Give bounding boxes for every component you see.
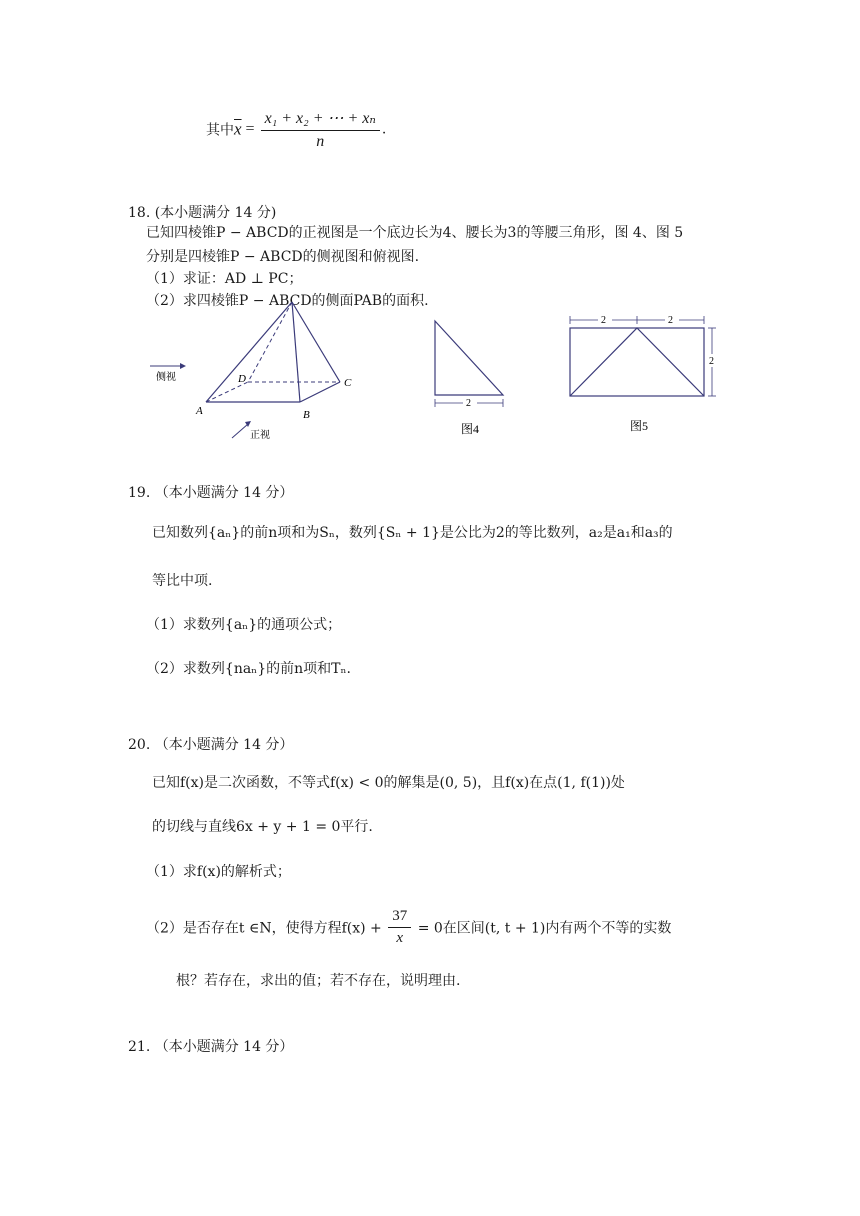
pyramid-edge-bc bbox=[300, 382, 340, 402]
q20-frac-den: x bbox=[396, 930, 404, 946]
figure-4 bbox=[425, 315, 515, 440]
pyramid-figure bbox=[140, 296, 380, 446]
q18-header: 18. (本小题满分 14 分) bbox=[128, 205, 277, 221]
front-view-label: 正视 bbox=[250, 430, 270, 441]
q19-part2: （2）求数列{naₙ}的前n项和Tₙ. bbox=[146, 661, 352, 677]
q17-eq: = bbox=[241, 120, 259, 138]
q20-header: 20. （本小题满分 14 分） bbox=[128, 737, 294, 753]
q17-mean-formula bbox=[206, 108, 386, 151]
q19-line2: 等比中项. bbox=[152, 573, 213, 589]
vertex-d-label: D bbox=[238, 373, 246, 385]
q20-part2-line2: 根？若存在，求出的值；若不存在，说明理由. bbox=[176, 973, 461, 989]
q18-part2: （2）求四棱锥P − ABCD的侧面PAB的面积. bbox=[146, 293, 429, 309]
side-view-label: 侧视 bbox=[156, 372, 176, 383]
pyramid-edge-pc bbox=[292, 302, 340, 382]
q17-numerator: x₁ + x₂ + ⋯ + xₙ bbox=[261, 108, 380, 131]
vertex-b-label: B bbox=[303, 409, 310, 421]
fig4-triangle bbox=[435, 321, 503, 395]
q19-line1: 已知数列{aₙ}的前n项和为Sₙ，数列{Sₙ + 1}是公比为2的等比数列，a₂是a₁和a₃的 bbox=[152, 525, 673, 541]
pyramid-edge-pa bbox=[206, 302, 292, 402]
q17-fraction bbox=[261, 108, 380, 151]
q17-period: . bbox=[381, 121, 387, 138]
q17-prefix: 其中 bbox=[206, 122, 234, 139]
q20-line1: 已知f(x)是二次函数，不等式f(x) < 0的解集是(0, 5)，且f(x)在点(1, f(1))处 bbox=[152, 775, 625, 791]
q17-xbar: $\overline{x}$ bbox=[234, 119, 242, 139]
q19-header: 19. （本小题满分 14 分） bbox=[128, 485, 294, 501]
vertex-a-label: A bbox=[196, 405, 203, 417]
fig5-caption: 图5 bbox=[630, 419, 649, 433]
q20-line2: 的切线与直线6x + y + 1 = 0平行. bbox=[152, 819, 373, 835]
fig4-caption: 图4 bbox=[461, 422, 480, 436]
q18-part1: （1）求证：AD ⊥ PC； bbox=[146, 271, 303, 287]
q20-part2-text-b: = 0在区间(t, t + 1)内有两个不等的实数 bbox=[417, 920, 672, 937]
pyramid-edge-ad bbox=[206, 382, 248, 402]
q17-denominator: n bbox=[316, 133, 325, 150]
fig4-dim-label: 2 bbox=[466, 398, 471, 409]
fig5-triangle bbox=[570, 328, 704, 396]
vertex-c-label: C bbox=[344, 377, 352, 389]
front-view-arrow bbox=[232, 424, 248, 438]
q19-part1: （1）求数列{aₙ}的通项公式； bbox=[146, 617, 342, 633]
pyramid-edge-pb bbox=[292, 302, 300, 402]
q21-header: 21. （本小题满分 14 分） bbox=[128, 1039, 294, 1055]
fig5-dim-left: 2 bbox=[601, 315, 606, 326]
side-view-arrowhead bbox=[180, 363, 186, 369]
q20-frac-num: 37 bbox=[388, 908, 411, 928]
q18-line2: 分别是四棱锥P − ABCD的侧视图和俯视图. bbox=[146, 249, 420, 265]
q20-fraction bbox=[388, 908, 411, 947]
q20-part1: （1）求f(x)的解析式； bbox=[146, 864, 291, 880]
q20-part2 bbox=[146, 908, 671, 947]
fig5-rectangle bbox=[570, 328, 704, 396]
q20-part2-text-a: （2）是否存在t ∈N，使得方程f(x) + bbox=[146, 920, 382, 937]
fig5-dim-right: 2 bbox=[668, 315, 673, 326]
q18-line1: 已知四棱锥P − ABCD的正视图是一个底边长为4、腰长为3的等腰三角形，图 4、图 5 bbox=[146, 225, 684, 241]
figure-5 bbox=[562, 310, 722, 438]
fig5-dim-side: 2 bbox=[709, 356, 714, 367]
pyramid-edge-pd bbox=[248, 302, 292, 382]
